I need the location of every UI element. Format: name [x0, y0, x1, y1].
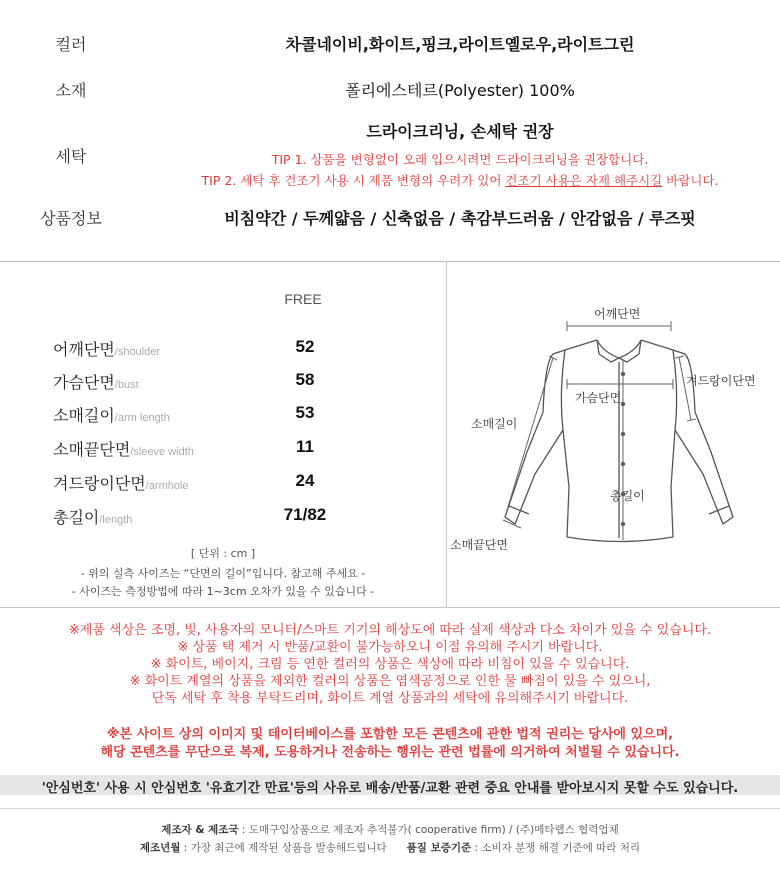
- size-row-shoulder: [0, 337, 440, 363]
- warranty-label: 품질 보증기준: [406, 842, 472, 854]
- maker-value: 도매구입상품으로 제조자 추적불가( cooperative firm) / (주)메타랩스 협력업체: [248, 824, 619, 836]
- size-value: 58: [295, 370, 315, 389]
- size-row-armhole: [0, 471, 440, 497]
- wash-tip-2-part-c: 바랍니다.: [662, 173, 719, 188]
- size-value: 71/82: [283, 505, 327, 524]
- details-label: 상품정보: [40, 209, 102, 228]
- wash-tip-2: [160, 171, 760, 189]
- color-label: 컬러: [55, 35, 87, 54]
- size-name: 소매길이: [53, 406, 115, 425]
- size-row-bust: [0, 370, 440, 396]
- divider-middle: [0, 607, 780, 608]
- size-row-length: [0, 505, 440, 531]
- notice-light-color: ※ 화이트, 베이지, 크림 등 연한 컬러의 상품은 색상에 따라 비침이 있을 수 있습니다.: [150, 657, 630, 672]
- wash-tip-1: TIP 1. 상품을 변형없이 오래 입으시려면 드라이크리닝을 권장합니다.: [271, 152, 649, 167]
- copyright-notice-1: ※본 사이트 상의 이미지 및 데이터베이스를 포함한 모든 콘텐츠에 관한 법적 권리는 당사에 있으며,: [106, 727, 674, 742]
- maker-label: 제조자 & 제조국: [161, 824, 239, 836]
- size-value: 11: [296, 437, 314, 456]
- copyright-notice-2: 해당 콘텐츠를 무단으로 복제, 도용하거나 전송하는 행위는 관련 법률에 의거하여 처벌될 수 있습니다.: [100, 745, 680, 760]
- diagram-label-bust: 가슴단면: [575, 391, 622, 405]
- diagram-label-cuff: 소매끝단면: [450, 538, 508, 552]
- material-label: 소재: [55, 81, 87, 100]
- wash-label: 세탁: [55, 147, 87, 166]
- safe-number-notice: '안심번호' 사용 시 안심번호 '유효기간 만료'등의 사유로 배송/반품/교환 관련 중요 안내를 받아보시지 못할 수도 있습니다.: [41, 781, 739, 796]
- size-row-sleeve-width: [0, 437, 440, 463]
- wash-value: 드라이크리닝, 손세탁 권장: [366, 122, 554, 141]
- wash-tip-2-part-a: TIP 2. 세탁 후 건조기 사용 시 제품 변형의 우려가 있어: [201, 173, 506, 188]
- size-row-arm-length: [0, 403, 440, 429]
- size-name: 총길이: [53, 508, 100, 527]
- size-value: 52: [295, 337, 315, 356]
- warranty-value: 소비자 분쟁 해결 기준에 따라 처리: [481, 842, 641, 854]
- shirt-measurement-diagram: [447, 262, 780, 608]
- size-name: 겨드랑이단면: [53, 474, 146, 493]
- notice-tag: ※ 상품 택 제거 시 반품/교환이 불가능하오니 이점 유의해 주시기 바랍니다.: [177, 640, 603, 655]
- size-name-en: /shoulder: [114, 346, 161, 358]
- details-value: 비침약간 / 두께얇음 / 신축없음 / 촉감부드러움 / 안감없음 / 루즈핏: [224, 209, 696, 228]
- size-name-en: /arm length: [114, 412, 170, 424]
- footer-maker: 제조자 & 제조국 : 도매구입상품으로 제조자 추적불가( cooperative firm) / (주)메타랩스 협력업체: [161, 824, 619, 836]
- divider-bottom: [0, 808, 780, 809]
- material-value: 폴리에스테르(Polyester) 100%: [345, 81, 575, 100]
- size-unit: [ 단위 : cm ]: [190, 547, 256, 560]
- size-name-en: /length: [99, 514, 133, 526]
- size-value: 53: [295, 403, 315, 422]
- size-name: 어깨단면: [53, 340, 115, 359]
- color-value: 차콜네이비,화이트,핑크,라이트옐로우,라이트그린: [285, 35, 635, 54]
- notice-dye-1: ※ 화이트 계열의 상품을 제외한 컬러의 상품은 염색공정으로 인한 물 빠짐이 있을 수 있으니,: [129, 674, 651, 689]
- product-info-section: [0, 0, 780, 262]
- footer-date-warranty: 제조년월 : 가장 최근에 제작된 상품을 발송해드립니다 품질 보증기준 : 소비자 분쟁 해결 기준에 따라 처리: [139, 842, 641, 854]
- size-name-en: /armhole: [145, 480, 189, 492]
- diagram-label-sleeve: 소매길이: [471, 417, 518, 431]
- size-name: 소매끝단면: [53, 440, 131, 459]
- size-name-en: /bust: [114, 379, 139, 391]
- diagram-label-shoulder: 어깨단면: [594, 307, 641, 321]
- size-note-2: - 사이즈는 측정방법에 따라 1~3cm 오차가 있을 수 있습니다 -: [71, 585, 375, 598]
- size-name-en: /sleeve width: [130, 446, 194, 458]
- diagram-label-armhole: 겨드랑이단면: [686, 374, 756, 388]
- date-label: 제조년월: [139, 842, 181, 854]
- wash-tip-2-underlined: 건조기 사용은 자제 해주시길: [505, 173, 663, 188]
- notice-color: ※제품 색상은 조명, 빛, 사용자의 모니터/스마트 기기의 해상도에 따라 실제 색상과 다소 차이가 있을 수 있습니다.: [68, 623, 712, 638]
- notice-dye-2: 단독 세탁 후 착용 부탁드리며, 화이트 계열 상품과의 세탁에 유의해주시기 바랍니다.: [151, 691, 629, 706]
- diagram-label-length: 총길이: [610, 489, 645, 503]
- date-value: 가장 최근에 제작된 상품을 발송해드립니다: [190, 842, 387, 854]
- size-header-free: FREE: [284, 291, 322, 307]
- size-value: 24: [295, 471, 315, 490]
- size-name: 가슴단면: [53, 373, 115, 392]
- size-note-1: - 위의 실측 사이즈는 “단면의 길이”입니다. 참고해 주세요 -: [80, 567, 366, 580]
